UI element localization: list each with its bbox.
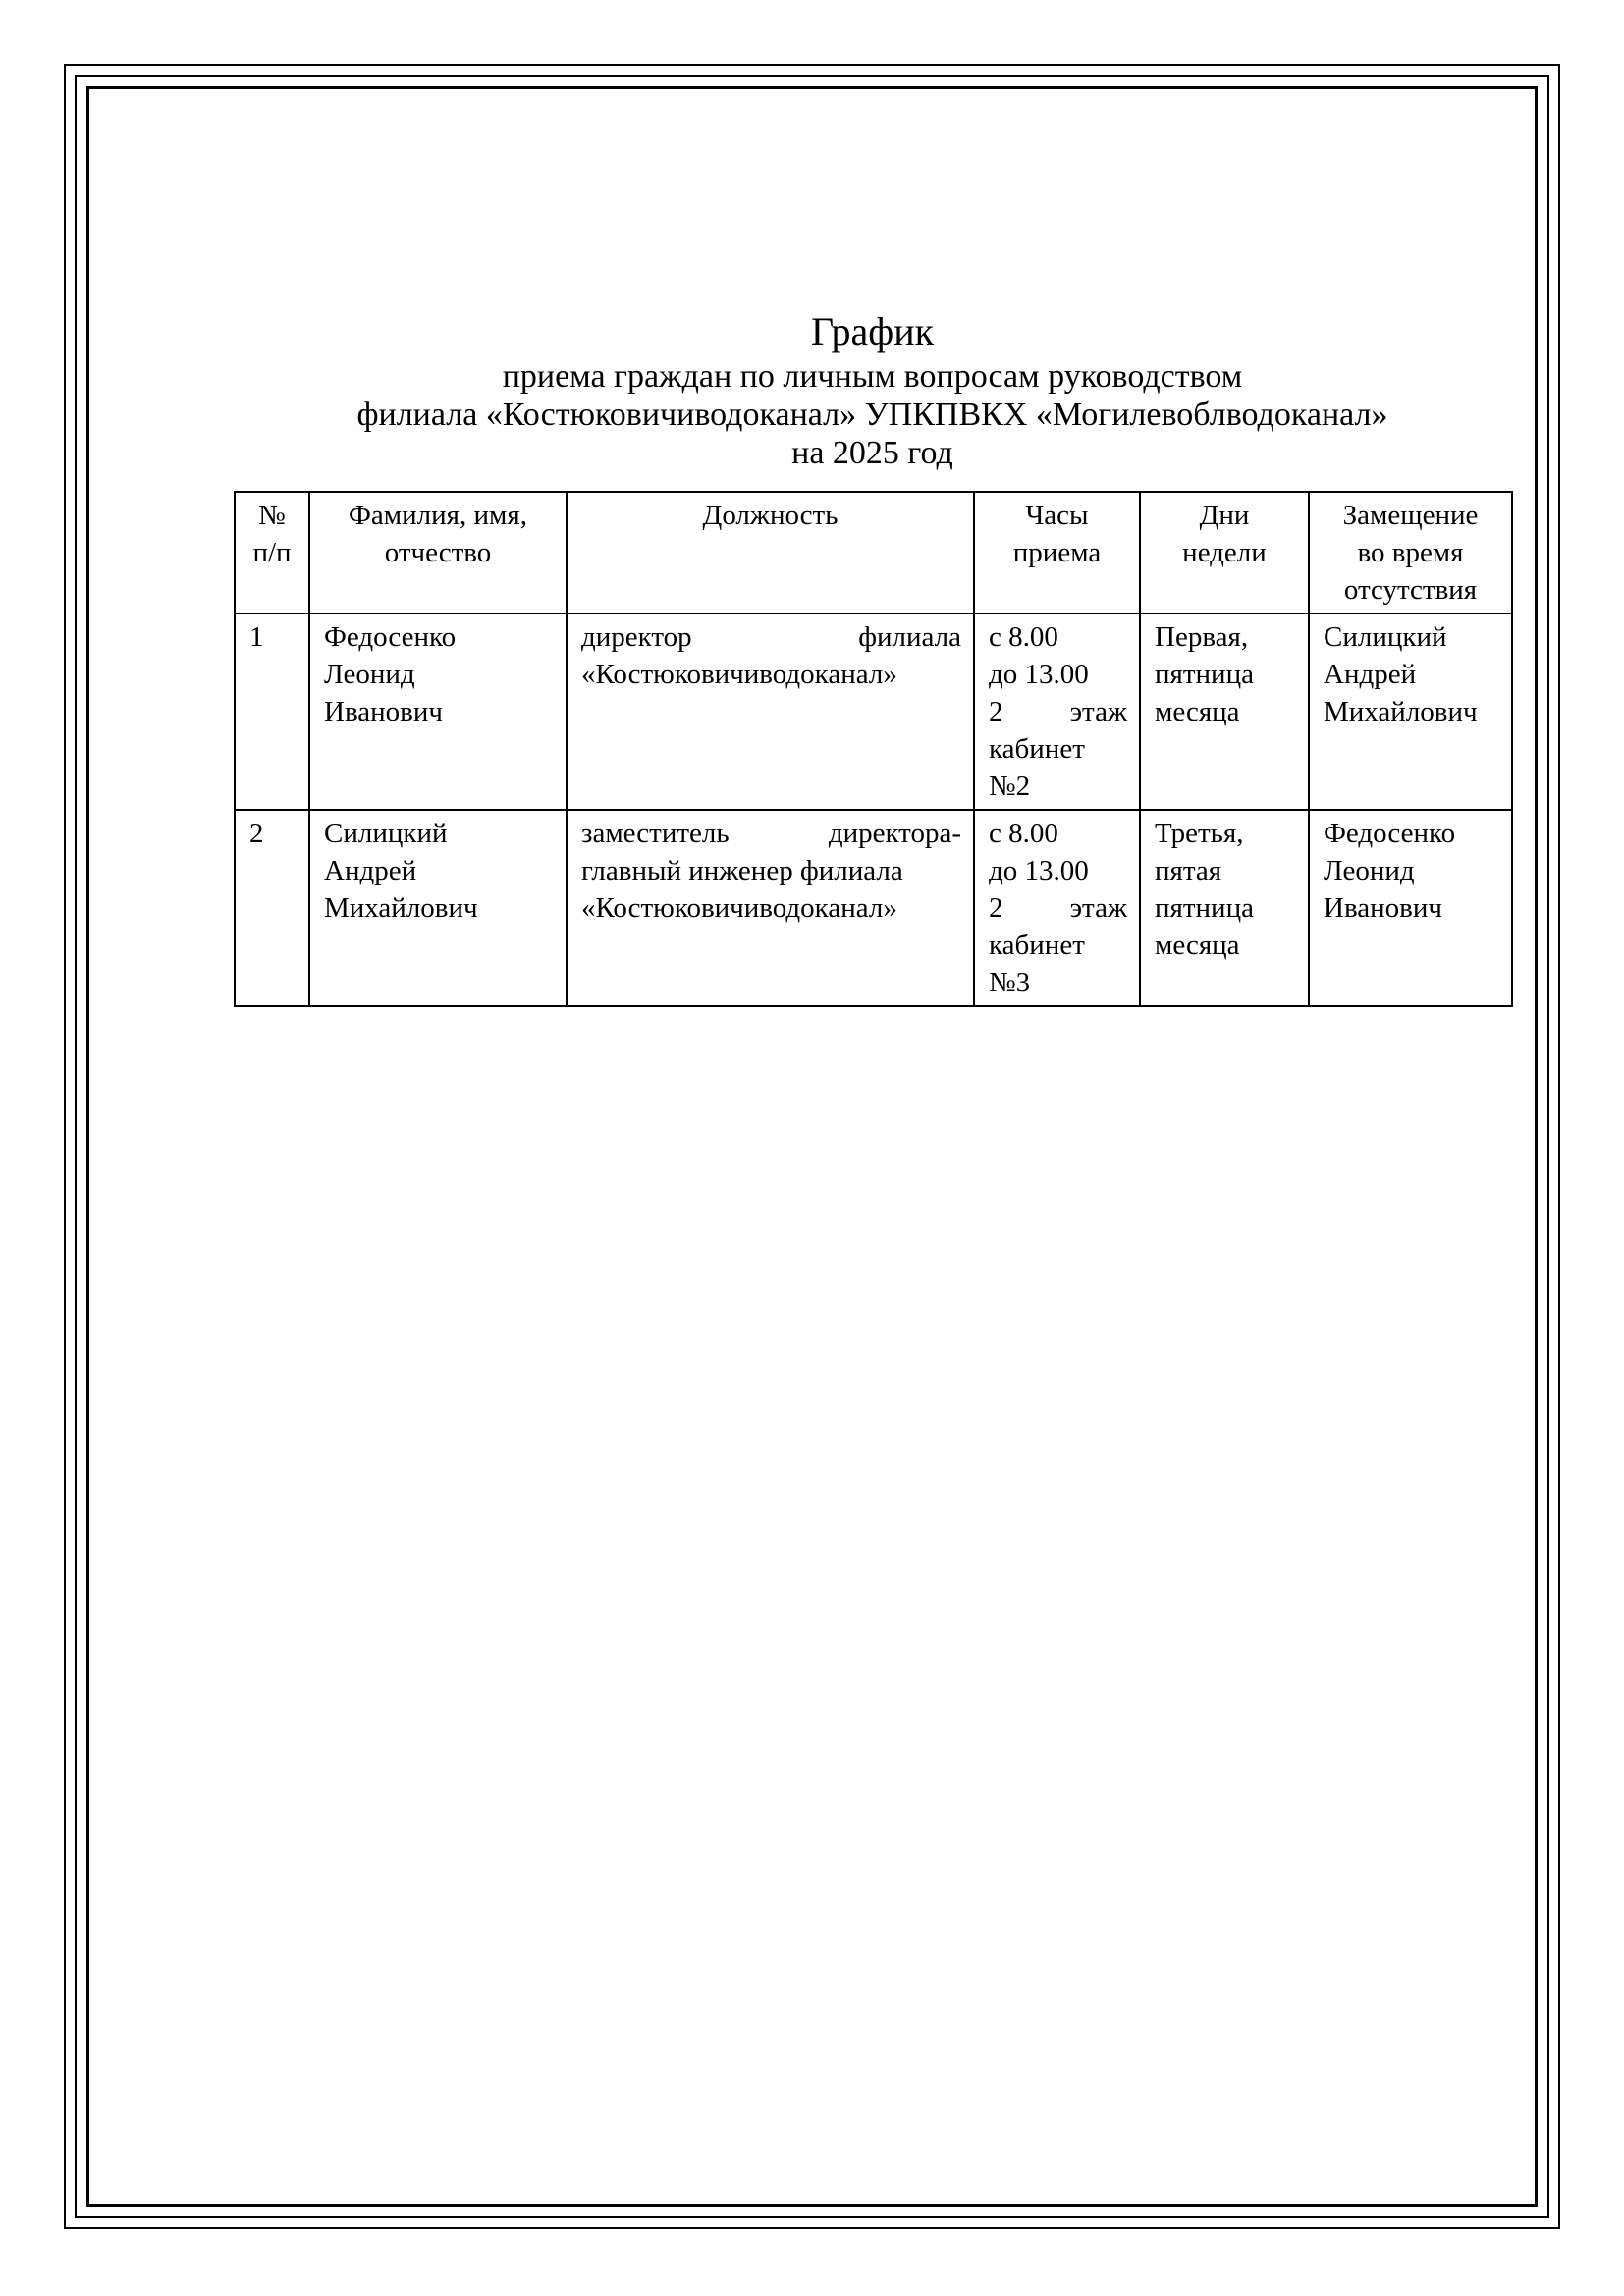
person-name: Силицкий Андрей Михайлович — [309, 810, 567, 1006]
column-header-number: № п/п — [235, 492, 309, 614]
column-header-hours: Часы приема — [974, 492, 1140, 614]
reception-days: Первая, пятница месяца — [1140, 614, 1309, 810]
title-block — [234, 306, 1511, 472]
column-header-substitute: Замещение во время отсутствия — [1309, 492, 1512, 614]
document-title: График — [810, 309, 935, 353]
table-header-row — [235, 492, 1512, 614]
column-header-days: Дни недели — [1140, 492, 1309, 614]
subtitle-line-1: приема граждан по личным вопросам руководством — [502, 358, 1243, 395]
table-row — [235, 810, 1512, 1006]
substitute-name: Федосенко Леонид Иванович — [1309, 810, 1512, 1006]
column-header-position: Должность — [567, 492, 974, 614]
subtitle-line-3: на 2025 год — [791, 435, 953, 471]
reception-days: Третья, пятая пятница месяца — [1140, 810, 1309, 1006]
substitute-name: Силицкий Андрей Михайлович — [1309, 614, 1512, 810]
reception-hours: с 8.00 до 13.00 2 этаж кабинет №3 — [974, 810, 1140, 1006]
reception-hours: с 8.00 до 13.00 2 этаж кабинет №2 — [974, 614, 1140, 810]
table-row — [235, 614, 1512, 810]
subtitle-line-2: филиала «Костюковичиводоканал» УПКПВКХ «Могилевоблводоканал» — [356, 397, 1388, 433]
row-number: 1 — [235, 614, 309, 810]
person-name: Федосенко Леонид Иванович — [309, 614, 567, 810]
column-header-full-name: Фамилия, имя, отчество — [309, 492, 567, 614]
row-number: 2 — [235, 810, 309, 1006]
person-position: заместитель директора- главный инженер филиала «Костюковичиводоканал» — [567, 810, 974, 1006]
person-position: директор филиала «Костюковичиводоканал» — [567, 614, 974, 810]
reception-schedule-table — [234, 491, 1513, 1007]
